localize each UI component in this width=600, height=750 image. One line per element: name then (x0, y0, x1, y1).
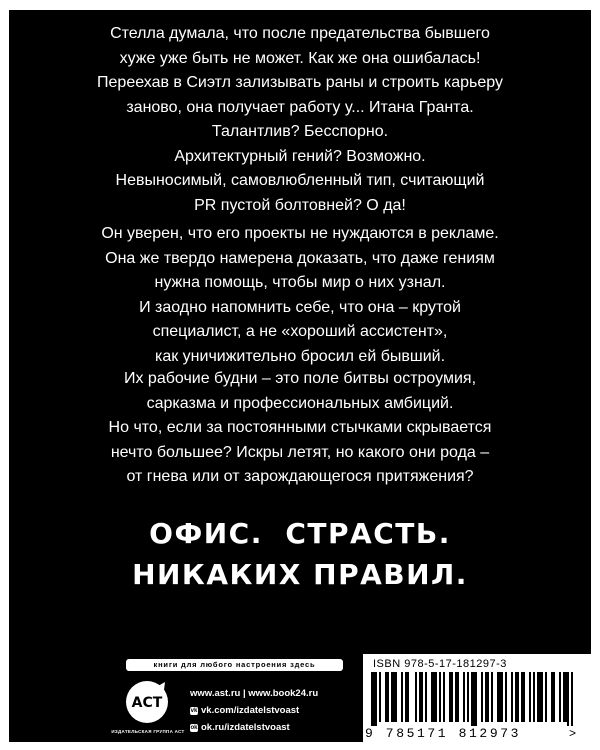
description-line: хуже уже быть не может. Как же она ошибалась! (119, 49, 481, 67)
websites-row (190, 685, 318, 702)
description-line: PR пустой болтовней? О да! (194, 196, 406, 214)
description-line: Невыносимый, самовлюбленный тип, считающий (115, 172, 485, 189)
publisher-logo-icon (125, 676, 169, 728)
publisher-logo-text: ACT (131, 695, 163, 711)
ok-row (190, 719, 318, 736)
description-line: заново, она получает работу у... Итана Гранта. (126, 98, 474, 116)
description-line: Архитектурный гений? Возможно. (174, 147, 426, 165)
description-line: от гнева или от зарождающегося притяжения? (126, 468, 474, 485)
description-line: Она же твердо намерена доказать, что даже гениям (105, 249, 495, 267)
barcode-block (363, 654, 591, 744)
publisher-logo (125, 676, 169, 728)
description-line: как уничижительно бросил ей бывший. (154, 347, 446, 365)
vk-row (190, 702, 318, 719)
publisher-caption: ИЗДАТЕЛЬСКАЯ ГРУППА АСТ (111, 729, 185, 734)
barcode-bars (371, 672, 583, 726)
description-line: Их рабочие будни – это поле битвы остроумия, (123, 370, 477, 387)
description-line: Талантлив? Бесспорно. (211, 123, 389, 140)
websites-text[interactable]: www.ast.ru | www.book24.ru (190, 688, 319, 699)
description-line: сарказма и профессиональных амбиций. (146, 394, 454, 412)
description-paragraph-1 (39, 22, 561, 218)
description-line: Стелла думала, что после предательства бывшего (110, 25, 490, 42)
description-line: Переехав в Сиэтл зализывать раны и строить карьеру (97, 74, 503, 91)
isbn-number: ISBN 978-5-17-181297-3 (373, 658, 507, 670)
tagline-line-1: ОФИС. СТРАСТЬ. (149, 517, 451, 550)
vk-link[interactable]: vk.com/izdatelstvoast (201, 705, 300, 716)
description-line: И заодно напомнить себе, что она – крутой (139, 298, 461, 316)
ok-link[interactable]: ok.ru/izdatelstvoast (201, 722, 290, 733)
description-line: Но что, если за постоянными стычками скрывается (108, 419, 492, 436)
description-line: нечто большее? Искры летят, но какого они рода – (110, 443, 490, 461)
back-cover (9, 10, 591, 742)
description-line: специалист, а не «хороший ассистент», (152, 323, 448, 340)
description-paragraph-3 (39, 367, 561, 490)
ok-icon: ok (190, 724, 198, 731)
description-line: нужна помощь, чтобы мир о них узнал. (154, 274, 446, 291)
series-slogan: книги для любого настроения здесь (126, 659, 343, 671)
tagline-line-2: НИКАКИХ ПРАВИЛ. (132, 558, 468, 591)
description-line: Он уверен, что его проекты не нуждаются в рекламе. (101, 225, 499, 242)
vk-icon: vk (190, 707, 198, 714)
barcode-arrow-icon: > (569, 726, 577, 740)
description-paragraph-2 (39, 222, 561, 369)
barcode-digits: 9 785171 812973 (365, 726, 522, 741)
publisher-links (190, 685, 318, 736)
